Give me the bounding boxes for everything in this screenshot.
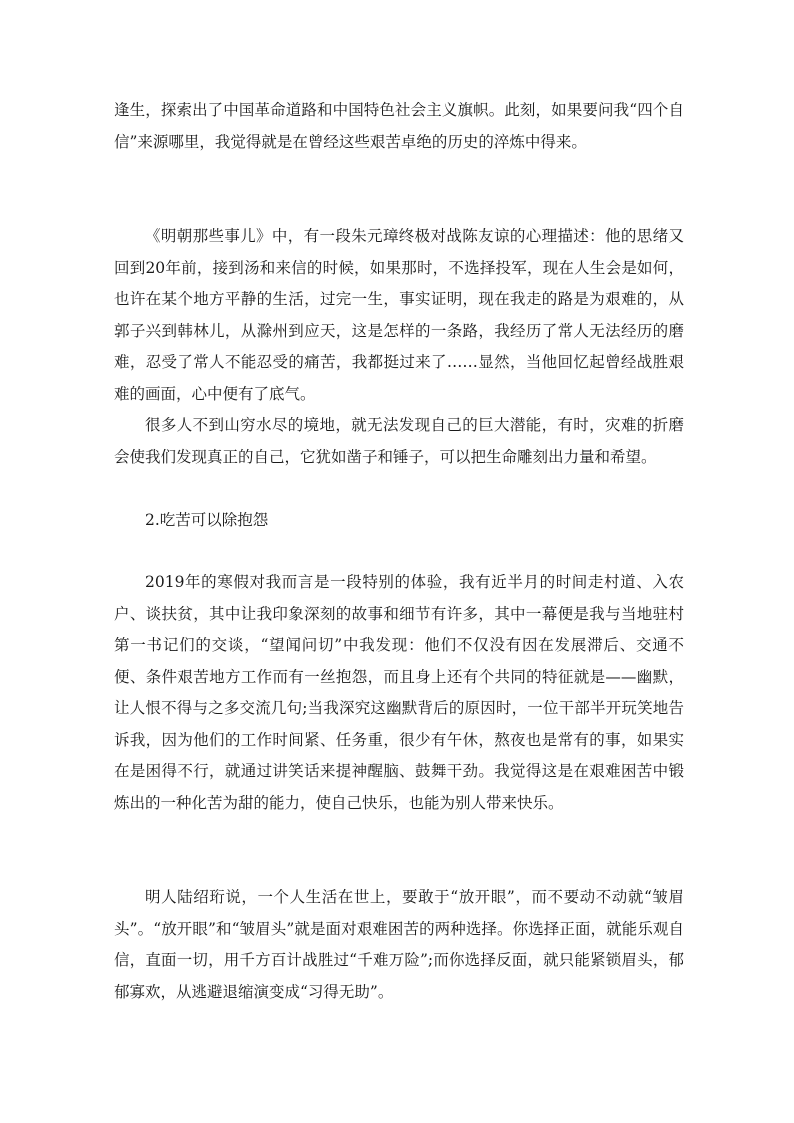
paragraph-open-eyes: 明人陆绍珩说，一个人生活在世上，要敢于“放开眼”，而不要动不动就“皱眉头”。“放开眼”和“皱眉头”就是面对艰难困苦的两种选择。你选择正面，就能乐观自信，直面一切，用千方百计战胜过“千难万险”;而你选择反面，就只能紧锁眉头，郁郁寡欢，从逃避退缩演变成“习得无助”。 <box>114 888 684 1001</box>
paragraph-ming-dynasty-story: 《明朝那些事儿》中，有一段朱元璋终极对战陈友谅的心理描述：他的思绪又回到20年前，接到汤和来信的时候，如果那时，不选择投军，现在人生会是如何，也许在某个地方平静的生活，过完一生，事实证明，现在我走的路是为艰难的，从郭子兴到韩林儿，从滁州到应天，这是怎样的一条路，我经历了常人无法经历的磨难，忍受了常人不能忍受的痛苦，我都挺过来了……显然，当他回忆起曾经战胜艰难的画面，心中便有了底气。 <box>114 227 684 403</box>
paragraph-continuation: 逢生，探索出了中国革命道路和中国特色社会主义旗帜。此刻，如果要问我“四个自信”来源哪里，我觉得就是在曾经这些艰苦卓绝的历史的淬炼中得来。 <box>114 101 684 151</box>
paragraph-winter-vacation: 2019年的寒假对我而言是一段特别的体验，我有近半月的时间走村道、入农户、谈扶贫，其中让我印象深刻的故事和细节有许多，其中一幕便是我与当地驻村第一书记们的交谈，“望闻问切”中我发现：他们不仅没有因在发展滞后、交通不便、条件艰苦地方工作而有一丝抱怨，而且身上还有个共同的特征就是——幽默，让人恨不得与之多交流几句;当我深究这幽默背后的原因时，一位干部半开玩笑地告诉我，因为他们的工作时间紧、任务重，很少有午休，熬夜也是常有的事，如果实在是困得不行，就通过讲笑话来提神醒脑、鼓舞干劲。我觉得这是在艰难困苦中锻炼出的一种化苦为甜的能力，使自己快乐，也能为别人带来快乐。 <box>114 573 684 812</box>
section-heading: 2.吃苦可以除抱怨 <box>145 511 269 529</box>
paragraph-hidden-potential: 很多人不到山穷水尽的境地，就无法发现自己的巨大潜能，有时，灾难的折磨会使我们发现真正的自己，它犹如凿子和锤子，可以把生命雕刻出力量和希望。 <box>114 416 684 466</box>
